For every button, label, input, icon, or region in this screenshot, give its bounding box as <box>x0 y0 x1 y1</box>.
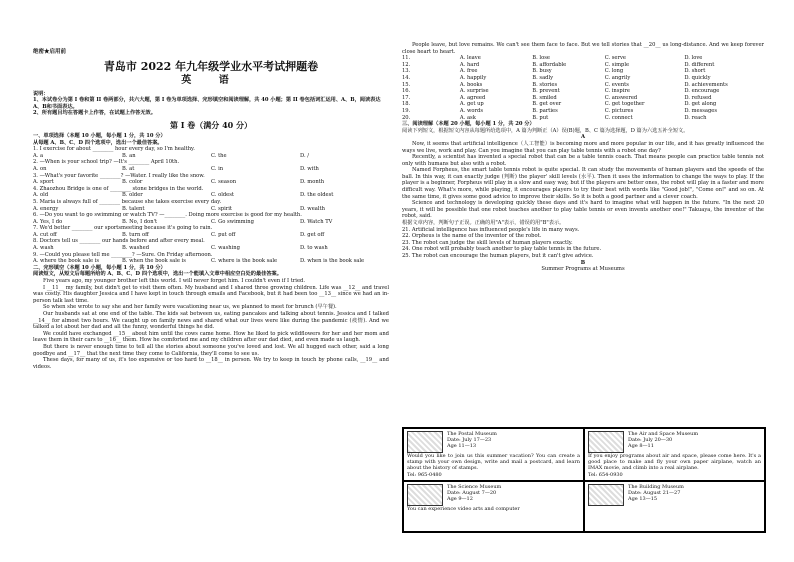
cloze-paragraph: I __11__ my family, but didn't get to visit them often. My husband and I shared three growing children. Life was __12__ and travel was costly. His daughter Jessica and I have kept in touch through emails and Facebook, but it had been too __13__ since we had an in-person talk last time. <box>33 284 389 304</box>
museum-cell <box>584 428 765 481</box>
option: B. affordable <box>532 61 567 68</box>
museum-picture-icon <box>588 484 624 506</box>
museum-picture-icon <box>588 431 624 453</box>
option: A. hard <box>459 61 480 68</box>
option: B. turn off <box>122 231 149 238</box>
cloze-paragraph: These days, for many of us, it's too expensive or too hard to __18__ in person. We try to keep in touch by phone calls, __19__ and videos. <box>33 357 389 370</box>
option: B. smiled <box>532 94 557 101</box>
option: A. free <box>459 68 478 75</box>
section-1-instruction: 从每题 A、B、C、D 四个选项中，选出一个最佳答案。 <box>33 139 163 146</box>
question-options <box>33 153 389 160</box>
cloze-passage <box>33 278 389 370</box>
museum-name: The Postal Museum <box>447 431 497 437</box>
cloze-paragraph: So when she wrote to say she and her family were vacationing near us, we planned to meet for brunch (早午餐). <box>43 304 337 311</box>
part-one-title: 第 I 卷（满分 40 分） <box>169 119 252 130</box>
question-number: 14. <box>402 74 411 81</box>
option: D. messages <box>684 107 718 114</box>
subject-title: 英 语 <box>181 75 241 86</box>
museum-age: Age 11—13 <box>447 443 477 450</box>
option: A. leave <box>459 55 481 62</box>
museum-info <box>447 484 501 506</box>
option: A. books <box>459 81 483 88</box>
option: A. sport <box>33 179 54 186</box>
museum-header <box>588 431 761 453</box>
passage-paragraph: Science and technology is developing quickly these days and it's hard to imagine what will happen in the future. "In the next 20 years, it will be possible that one robot teaches another to play table tennis or even invents another one!" Takuaya, the inventor of the robot, said. <box>402 200 764 220</box>
museum-age: Age 8—11 <box>628 443 654 450</box>
option: C. inspire <box>604 88 630 95</box>
option: C. connect <box>604 114 633 121</box>
option: B. sadly <box>532 74 554 81</box>
question-number: 13. <box>402 68 411 75</box>
question-list <box>33 146 389 265</box>
museum-picture-icon <box>407 484 443 506</box>
option-row <box>402 88 764 95</box>
option: C. in <box>211 165 224 172</box>
option: A. words <box>459 107 483 114</box>
question-number: 20. <box>402 114 411 121</box>
option: B. stories <box>532 81 558 88</box>
option: A. wash <box>33 245 54 252</box>
option: D. the oldest <box>300 192 334 199</box>
option: C. answered <box>604 94 638 101</box>
option: B. when the book sale is <box>122 258 186 265</box>
question-text: 6. —Do you want to go swimming or watch TV? —________. Doing more exercise is good for my health. <box>33 212 302 219</box>
question-text: 5. Maria is always full of ________ because she takes exercise every day. <box>33 198 222 205</box>
option: C. put off <box>211 231 236 238</box>
passage-paragraph: Now, it seems that artificial intelligence（人工智能）is becoming more and more popular in our life, and it has greatly influenced the ways we live, work and play. Can you imagine that you can play table tennis with a robot one day? <box>402 140 764 154</box>
question-options <box>33 192 389 199</box>
option: C. Go swimming <box>211 218 254 225</box>
notes-heading: 说明： <box>33 90 49 97</box>
museum-header <box>407 484 580 506</box>
cloze-paragraph: Five years ago, my younger brother left this world. I will never forget him. I couldn't even if I tried. <box>43 278 305 285</box>
museum-header <box>407 431 580 453</box>
option: D. love <box>684 55 703 62</box>
option: C. simple <box>604 61 630 68</box>
passage-a <box>402 141 764 220</box>
option: B. at <box>122 165 135 172</box>
museum-age: Age 9—12 <box>447 496 473 503</box>
question-options <box>33 245 389 252</box>
option: D. different <box>684 61 715 68</box>
question-number: 16. <box>402 88 411 95</box>
option: D. get along <box>684 101 717 108</box>
cloze-ending: People leave, but love remains. We can't see them face to face. But we tell stories that __20__ us long-distance. And we keep forever close heart to heart. <box>402 42 764 55</box>
passage-paragraph: Named Forpheus, the smart table tennis robot is quite special. It can study the movements of human players and the speeds of the ball. In this way, it can exactly judge (判断) the player' skill levels (水平). Then it uses the information to change the ways to play. If the player is a beginner, Forpheus will play in a slow and easy way, but if the players are better ones, the robot will play in a faster and more difficult way. What's more, while playing, it encourages players to try their best with words like "Good job!", "Come on!" and so on. At the same time, it gives some good advice to improve their skills. So it is both a good partner and a clever coach. <box>402 167 764 200</box>
museum-date: Date: August 21—27 <box>628 490 681 497</box>
museum-tel: Tel: 965-0480 <box>407 471 442 478</box>
option: D. reach <box>684 114 707 121</box>
option-row <box>402 108 764 115</box>
tf-question: 21. Artificial intelligence has influenced people's life in many ways. <box>402 226 580 233</box>
option: C. where is the book sale <box>211 258 278 265</box>
museum-tel: Tel: 654-0930 <box>588 471 623 478</box>
option: B. washed <box>122 245 150 252</box>
option: D. achievements <box>684 81 728 88</box>
tf-question: 24. One robot will probably teach another to play table tennis in the future. <box>402 246 602 253</box>
option: C. long <box>604 68 624 75</box>
museum-date: Date: July 17—23 <box>447 437 492 444</box>
left-column <box>33 42 389 370</box>
option: D. Watch TV <box>300 218 333 225</box>
option: D. encourage <box>684 88 720 95</box>
question-number: 18. <box>402 101 411 108</box>
question-number: 12. <box>402 61 411 68</box>
option: D. short <box>684 68 706 75</box>
right-column <box>402 42 764 273</box>
museum-cell <box>403 481 584 532</box>
question-options <box>33 179 389 186</box>
option: A. old <box>33 192 49 199</box>
question-options <box>33 166 389 173</box>
option: D. with <box>300 165 319 172</box>
option: B. prevent <box>532 88 560 95</box>
museum-description: Would you like to join us this summer vacation? You can create a stamp with your own design, write and mail a postcard, and learn about the history of stamps. <box>407 453 580 472</box>
option: D. wealth <box>300 205 325 212</box>
section-2-instruction: 阅读短文，从短文后每题所给的 A、B、C、D 四个选项中，选出一个能填入文章中相应空白处的最佳答案。 <box>33 271 282 278</box>
museum-info <box>447 431 497 453</box>
question-text: 2. —When is your school trip? —It's ________ April 10th. <box>33 159 180 166</box>
option: C. serve <box>604 55 626 62</box>
tf-question: 23. The robot can judge the skill levels of human players exactly. <box>402 239 573 246</box>
cloze-paragraph: But there is never enough time to tell all the stories about someone you've loved and lost. We all hugged each other, said a long goodbye and __17__ that the next time they come to California, they'll come to see us. <box>33 343 389 357</box>
question-options <box>33 206 389 213</box>
option: C. angrily <box>604 74 631 81</box>
question-text: 8. Doctors tell us ________ our hands before and after every meal. <box>33 238 205 245</box>
option: A. get up <box>459 101 484 108</box>
option: D. refused <box>684 94 712 101</box>
tf-question: 22. Orpheus is the name of the inventor of the robot. <box>402 233 542 240</box>
option: A. Yes, I do <box>33 218 63 225</box>
option: B. busy <box>532 68 552 75</box>
option: C. events <box>604 81 629 88</box>
option-row <box>402 55 764 62</box>
confidential-label: 绝密★启用前 <box>33 49 67 55</box>
passage-a-label: A <box>580 134 586 141</box>
option: A. on <box>33 165 47 172</box>
museum-description: If you enjoy programs about air and space, please come here. It's a good place to make and fly your own paper airplane, watch an IMAX movie, and climb into a real airplane. <box>588 453 761 472</box>
option: B. talent <box>122 205 145 212</box>
passage-b-label: B <box>580 259 586 266</box>
option: D. month <box>300 179 325 186</box>
option-row <box>402 82 764 89</box>
question-number: 17. <box>402 94 411 101</box>
option: B. an <box>122 152 136 159</box>
option: D. / <box>300 152 310 159</box>
option-row <box>402 62 764 69</box>
option: C. oldest <box>211 192 235 199</box>
museum-header <box>588 484 761 506</box>
cloze-options <box>402 55 764 121</box>
museum-date: Date: July 20—30 <box>628 437 673 444</box>
option-row <box>402 101 764 108</box>
question-text: 1. I exercise for about ________ hour every day, so I'm healthy. <box>33 146 195 153</box>
option: B. color <box>122 179 143 186</box>
option: A. energy <box>33 205 59 212</box>
option: A. where the book sale is <box>33 258 100 265</box>
museum-date: Date: August 7—20 <box>447 490 497 497</box>
option: D. get off <box>300 231 325 238</box>
question-text: 3. —What's your favorite ________? —Water. I really like the snow. <box>33 172 205 179</box>
option: C. get together <box>604 101 645 108</box>
question-number: 15. <box>402 81 411 88</box>
tf-instruction: 根据文章内容，判断句子正误。正确的用"A"表示，错误的用"B"表示。 <box>402 220 565 227</box>
cloze-paragraph: Our husbands sat at one end of the table. The kids sat between us, eating pancakes and talking about tennis. Jessica and I talked __14__ for almost two hours. We caught up on family news and shared what our lives were like during the pandemic (疫情). And we talked a lot about her dad and all the funny, wonderful things he did. <box>33 311 389 331</box>
question-number: 19. <box>402 107 411 114</box>
option: A. agreed <box>459 94 486 101</box>
museum-cell <box>584 481 765 532</box>
museum-info <box>628 431 698 453</box>
tf-questions <box>402 227 764 260</box>
option: D. when is the book sale <box>300 258 365 265</box>
option: A. happily <box>459 74 487 81</box>
note-1: 1、本试卷分为第 I 卷和第 II 卷两部分，共六大题，第 I 卷为单项选择、完形填空和阅读理解，共 40 小题；第 II 卷包括词汇运用、A、B，阅读表达A、B和书面表达。 <box>33 97 381 110</box>
section-2-heading: 二、完形填空（本题 10 小题，每小题 1 分，共 10 分） <box>33 264 166 271</box>
option: C. season <box>211 179 237 186</box>
museum-name: The Building Museum <box>628 483 684 490</box>
question-number: 11. <box>402 55 411 62</box>
question-text: 7. We'd better ________ our sportsmeeting because it's going to rain. <box>33 225 213 232</box>
museum-cell <box>403 428 584 481</box>
museum-picture-icon <box>407 431 443 453</box>
option: A. ask <box>459 114 476 121</box>
option: B. put <box>532 114 549 121</box>
option: A. surprise <box>459 88 489 95</box>
option-row <box>402 68 764 75</box>
option: A. a <box>33 152 44 159</box>
museum-table <box>402 427 766 533</box>
option: C. the <box>211 152 227 159</box>
question-options <box>33 232 389 239</box>
option: B. No, I don't <box>122 218 158 225</box>
museum-description: You can experience video arts and computer <box>407 505 520 512</box>
museum-info <box>628 484 684 506</box>
tf-question: 25. The robot can encourage the human players, but it can't give advice. <box>402 253 594 259</box>
passage-b-title: Summer Programs at Museums <box>541 266 625 273</box>
museum-age: Age 13—15 <box>628 496 658 503</box>
section-3-instruction: 阅读下列短文，根据短文内容从每题所给选项中，A 篇为判断正（A）误(B)题，B、C 篇为选择题，D 篇为六选五补全短文。 <box>402 127 689 134</box>
option: C. washing <box>211 245 240 252</box>
section-1-heading: 一、单项选择（本题 10 小题，每小题 1 分，共 10 分） <box>33 132 166 139</box>
question-options <box>33 258 389 265</box>
option-row <box>402 95 764 102</box>
passage-paragraph: Recently, a scientist has invented a special robot that can be a table tennis coach. That means people can practice table tennis not only with humans but also with a robot. <box>402 154 764 167</box>
museum-name: The Air and Space Museum <box>628 431 699 437</box>
option: B. parties <box>532 107 558 114</box>
exam-title: 青岛市 2022 年九年级学业水平考试押题卷 <box>103 60 319 73</box>
question-text: 4. Zhaozhou Bridge is one of ________ stone bridges in the world. <box>33 185 204 192</box>
option: B. older <box>122 192 143 199</box>
museum-name: The Science Museum <box>447 483 502 490</box>
option-row <box>402 75 764 82</box>
cloze-paragraph: We could have exchanged __15__ about him until the cows came home. How he liked to pick wildflowers for her and her mom and leave them in their cars to __16__ them. How he comforted me and my children after our dad died, and even made us laugh. <box>33 330 389 344</box>
option: C. spirit <box>211 205 232 212</box>
option: A. cut off <box>33 231 57 238</box>
option: C. pictures <box>604 107 634 114</box>
option: D. quickly <box>684 74 711 81</box>
option: B. lose <box>532 55 550 62</box>
question-options <box>33 219 389 226</box>
section-3-heading: 三、阅读理解（本题 20 小题，每小题 1 分，共 20 分） <box>402 121 535 128</box>
note-2: 2、所有题目均在答题卡上作答，在试题上作答无效。 <box>33 110 156 117</box>
question-text: 9. —Could you please tell me ________? —Sure. On Friday afternoon. <box>33 251 213 258</box>
option: D. to wash <box>300 245 328 252</box>
option: B. get over <box>532 101 562 108</box>
